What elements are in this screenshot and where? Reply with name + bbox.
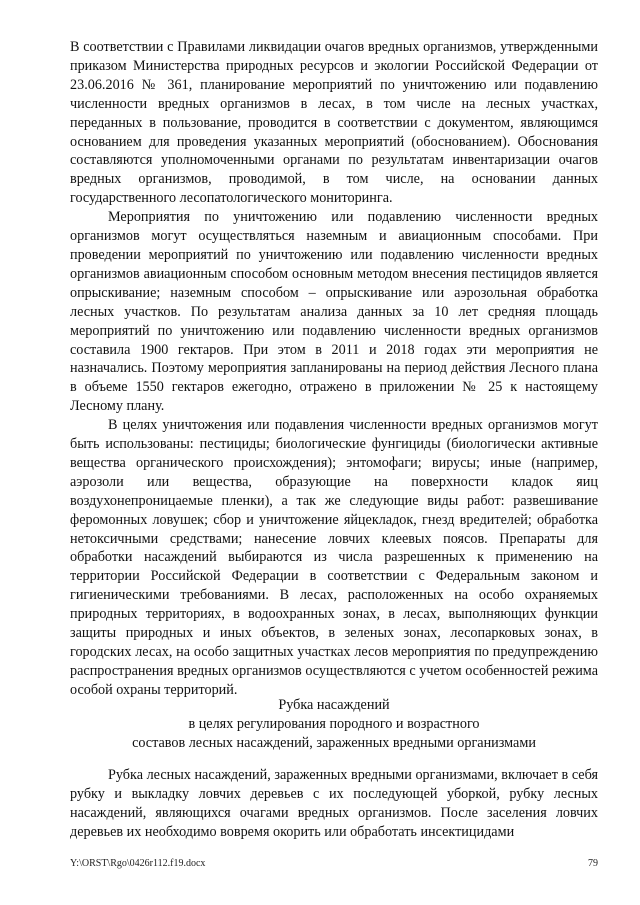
paragraph-4: Рубка лесных насаждений, зараженных вредными организмами, включает в себя рубку и выкладку ловчих деревьев с их последующей уборкой, рубку лесных насаждений, являющихся очагами вредных организмов. После заселения ловчих деревьев их необходимо вовремя окорить или обработать инсектицидами [70, 767, 598, 840]
heading-line-3: составов лесных насаждений, зараженных вредными организмами [132, 734, 536, 751]
paragraph-2: Мероприятия по уничтожению или подавлению численности вредных организмов могут осуществляться наземным и авиационным способами. При проведении мероприятий по уничтожению или подавлению численности вредных организмов авиационным способом основным методом внесения пестицидов является опрыскивание; наземным способом – опрыскивание или аэрозольная обработка лесных участков. По результатам анализа данных за 10 лет средняя площадь мероприятий по уничтожению или подавлению численности вредных организмов составила 1900 гектаров. При этом в 2011 и 2018 годах эти мероприятия не назначались. Поэтому мероприятия запланированы на период действия Лесного плана в объеме 1550 гектаров ежегодно, отражено в приложении № 25 к настоящему Лесному плану. [70, 209, 598, 415]
footer-file-path: Y:\ORST\Rgo\0426r112.f19.docx [70, 858, 206, 869]
section-heading [70, 696, 598, 753]
paragraph-3: В целях уничтожения или подавления численности вредных организмов могут быть использованы: пестициды; биологические фунгициды (биологически активные вещества органического происхождения); энтомофаги; вирусы; иные (например, аэрозоли или вещества, образующие на поверхности кладок яиц воздухонепроницаемые пленки), а так же следующие виды работ: развешивание феромонных ловушек; сбор и уничтожение яйцекладок, гнезд вредителей; обработка нетоксичными средствами; нанесение ловчих клеевых поясов. Препараты для обработки насаждений выбираются из числа разрешенных к применению на территории Российской Федерации в соответствии с Федеральным законом и гигиеническими требованиями. В лесах, расположенных на особо охраняемых природных территориях, в водоохранных зонах, в лесах, выполняющих функции защиты природных и иных объектов, в зеленых зонах, лесопарковых зонах, в городских лесах, на особо защитных участках лесов мероприятия по предупреждению распространения вредных организмов осуществляются с учетом особенностей режима особой охраны территорий. [70, 417, 598, 698]
heading-line-1: Рубка насаждений [278, 697, 390, 713]
paragraph-1: В соответствии с Правилами ликвидации очагов вредных организмов, утвержденными приказом Министерства природных ресурсов и экологии Российской Федерации от 23.06.2016 № 361, планирование мероприятий по уничтожению или подавлению численности вредных организмов в лесах, в том числе на лесных участках, переданных в пользование, проводится в соответствии с документом, являющимся основанием для проведения указанных мероприятий (обоснованием). Обоснования составляются уполномоченными органами по результатам инвентаризации очагов вредных организмов, проводимой, в том числе, на основании данных государственного лесопатологического мониторинга. [70, 39, 598, 207]
section-body [70, 766, 598, 842]
page-number: 79 [588, 858, 598, 869]
heading-line-2: в целях регулирования породного и возрастного [188, 715, 480, 732]
body-text [70, 38, 598, 700]
